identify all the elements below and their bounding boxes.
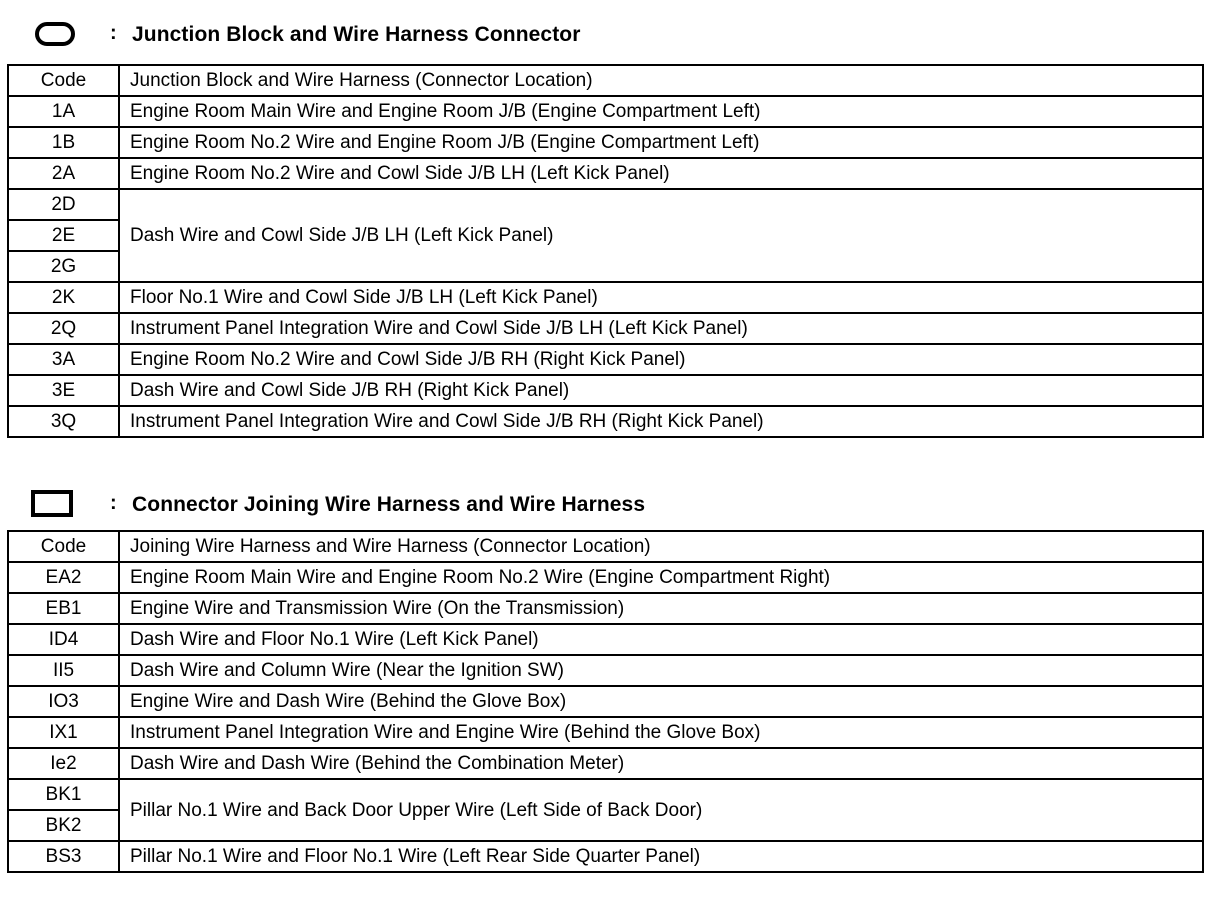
rectangle-symbol-icon	[31, 490, 73, 517]
code-cell: 1A	[8, 96, 119, 127]
code-cell: ID4	[8, 624, 119, 655]
code-cell: EA2	[8, 562, 119, 593]
description-cell: Engine Room No.2 Wire and Cowl Side J/B LH (Left Kick Panel)	[119, 158, 1203, 189]
rounded-rectangle-symbol-icon	[35, 22, 75, 46]
code-cell: 1B	[8, 127, 119, 158]
table-row	[8, 779, 1203, 810]
description-cell: Pillar No.1 Wire and Floor No.1 Wire (Left Rear Side Quarter Panel)	[119, 841, 1203, 872]
table-row	[8, 375, 1203, 406]
code-cell: BK1	[8, 779, 119, 810]
code-cell: BK2	[8, 810, 119, 841]
column-header-code: Code	[8, 531, 119, 562]
section-title-junction-block: Junction Block and Wire Harness Connector	[132, 23, 581, 46]
description-cell: Floor No.1 Wire and Cowl Side J/B LH (Left Kick Panel)	[119, 282, 1203, 313]
description-cell: Engine Room No.2 Wire and Cowl Side J/B RH (Right Kick Panel)	[119, 344, 1203, 375]
table-row	[8, 562, 1203, 593]
table-row	[8, 593, 1203, 624]
code-cell: Ie2	[8, 748, 119, 779]
table-row	[8, 686, 1203, 717]
description-cell: Instrument Panel Integration Wire and Cowl Side J/B LH (Left Kick Panel)	[119, 313, 1203, 344]
description-cell: Engine Room Main Wire and Engine Room No.2 Wire (Engine Compartment Right)	[119, 562, 1203, 593]
description-cell: Engine Wire and Dash Wire (Behind the Glove Box)	[119, 686, 1203, 717]
description-cell: Dash Wire and Cowl Side J/B LH (Left Kick Panel)	[119, 189, 1203, 282]
section-colon: :	[110, 492, 117, 514]
table-row	[8, 717, 1203, 748]
code-cell: 3A	[8, 344, 119, 375]
column-header-location: Junction Block and Wire Harness (Connector Location)	[119, 65, 1203, 96]
table-row	[8, 189, 1203, 220]
section-title-connector-joining: Connector Joining Wire Harness and Wire Harness	[132, 493, 646, 516]
table-row	[8, 127, 1203, 158]
code-cell: 2A	[8, 158, 119, 189]
description-cell: Instrument Panel Integration Wire and Engine Wire (Behind the Glove Box)	[119, 717, 1203, 748]
table-row	[8, 841, 1203, 872]
table-row	[8, 624, 1203, 655]
description-cell: Dash Wire and Cowl Side J/B RH (Right Kick Panel)	[119, 375, 1203, 406]
description-cell: Engine Room No.2 Wire and Engine Room J/B (Engine Compartment Left)	[119, 127, 1203, 158]
description-cell: Pillar No.1 Wire and Back Door Upper Wire (Left Side of Back Door)	[119, 779, 1203, 841]
description-cell: Dash Wire and Floor No.1 Wire (Left Kick Panel)	[119, 624, 1203, 655]
code-cell: 2G	[8, 251, 119, 282]
section-colon: :	[110, 22, 117, 44]
column-header-location: Joining Wire Harness and Wire Harness (Connector Location)	[119, 531, 1203, 562]
table-header-row	[8, 65, 1203, 96]
table-row	[8, 158, 1203, 189]
description-cell: Dash Wire and Dash Wire (Behind the Combination Meter)	[119, 748, 1203, 779]
code-cell: 3E	[8, 375, 119, 406]
table-row	[8, 406, 1203, 437]
description-cell: Engine Wire and Transmission Wire (On the Transmission)	[119, 593, 1203, 624]
section-header-junction-block	[0, 14, 1216, 54]
code-cell: 3Q	[8, 406, 119, 437]
table-row	[8, 313, 1203, 344]
table-row	[8, 96, 1203, 127]
code-cell: 2E	[8, 220, 119, 251]
table-header-row	[8, 531, 1203, 562]
table-row	[8, 655, 1203, 686]
code-cell: BS3	[8, 841, 119, 872]
junction-block-table	[7, 64, 1204, 438]
description-cell: Dash Wire and Column Wire (Near the Ignition SW)	[119, 655, 1203, 686]
code-cell: IO3	[8, 686, 119, 717]
description-cell: Engine Room Main Wire and Engine Room J/B (Engine Compartment Left)	[119, 96, 1203, 127]
table-row	[8, 282, 1203, 313]
description-cell: Instrument Panel Integration Wire and Cowl Side J/B RH (Right Kick Panel)	[119, 406, 1203, 437]
code-cell: 2D	[8, 189, 119, 220]
column-header-code: Code	[8, 65, 119, 96]
code-cell: EB1	[8, 593, 119, 624]
table-row	[8, 344, 1203, 375]
code-cell: 2K	[8, 282, 119, 313]
table-row	[8, 748, 1203, 779]
connector-joining-table	[7, 530, 1204, 873]
code-cell: 2Q	[8, 313, 119, 344]
section-header-connector-joining	[0, 484, 1216, 524]
code-cell: II5	[8, 655, 119, 686]
code-cell: IX1	[8, 717, 119, 748]
